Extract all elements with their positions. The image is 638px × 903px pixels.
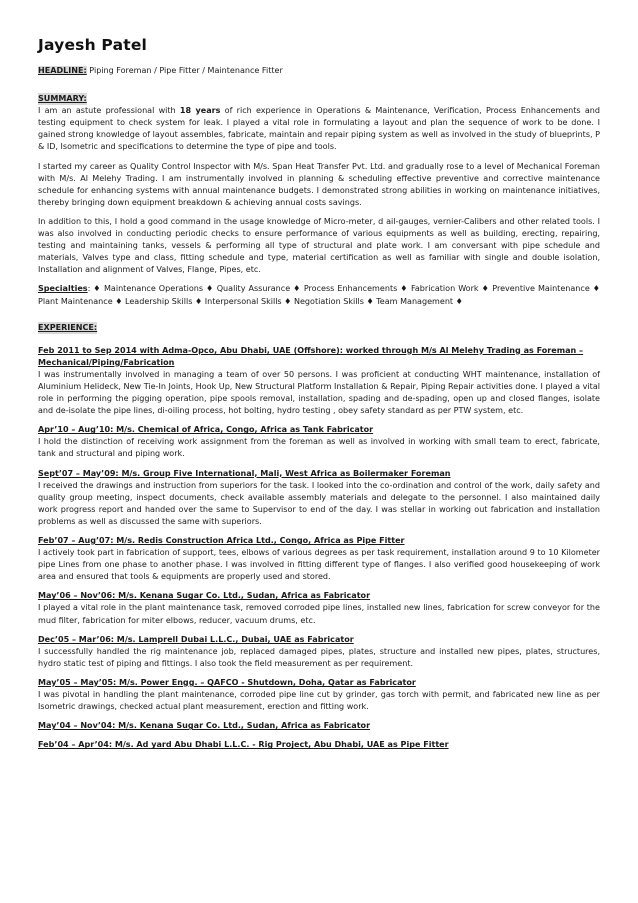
- job-title: Sept’07 – May’09: M/s. Group Five International, Mali, West Africa as Boilermaker Foreman: [38, 468, 451, 478]
- job-title: Feb’07 – Aug’07: M/s. Redis Construction Africa Ltd., Congo, Africa as Pipe Fitter: [38, 536, 405, 545]
- summary-paragraph-1: [38, 105, 600, 153]
- summary-heading: SUMMARY:: [38, 93, 87, 105]
- job-title: Feb’04 – Apr’04: M/s. Ad yard Abu Dhabi L.L.C. - Rig Project, Abu Dhabi, UAE as Pipe Fitter: [38, 740, 449, 750]
- job-description: I hold the distinction of receiving work assignment from the foreman as well as involved in working with small team to erect, fabricate, tank and structural and piping work.: [38, 437, 600, 459]
- job-description: I played a vital role in the plant maintenance task, removed corroded pipe lines, installed new lines, fabrication for screw conveyor for the mud filter, fabrication for miter elbows, reducer, vacuum drums, etc.: [38, 603, 600, 625]
- summary-paragraph-3: In addition to this, I hold a good command in the usage knowledge of Micro-meter, d ail-gauges, vernier-Calibers and other related tools. I was also involved in conducting periodic checks to ensure performance of various equipments as well as building, erecting, repairing, testing and maintaining tanks, vessels & performing all type of structural and plate work. I am conversant with pipe schedule and materials, Valves type and class, fitting schedule and type, material certification as well as familiar with single and double isolation, Installation and alignment of Valves, Flange, Pipes, etc.: [38, 216, 600, 275]
- headline: [38, 65, 600, 77]
- job-description: I was instrumentally involved in managing a team of over 50 persons. I was proficient at conducting WHT maintenance, installation of Aluminium Helideck, New Tie-In Joints, Hook Up, New Structural Platform Installation & Repair, Piping Repair activities done. I played a vital role in performing the pigging operation, pipe spools removal, installation, spading and de-spading, open up and closed flanges, isolate and de-isolate the pipe lines, di-oiling process, hot bolting, hydro testing , obey safety standard as per PTW system, etc.: [38, 369, 600, 416]
- job-description: I was pivotal in handling the plant maintenance, corroded pipe line cut by grinder, gas torch with permit, and fabricated new line as per Isometric drawings, checked actual plant measurement, erection and fitting work.: [38, 690, 600, 712]
- specialties-text: : ♦ Maintenance Operations ♦ Quality Assurance ♦ Process Enhancements ♦ Fabrication Work ♦ Preventive Maintenance ♦ Plant Maintenance ♦ Leadership Skills ♦ Interpersonal Skills ♦ Negotiation Skills ♦ Team Management ♦: [38, 284, 600, 306]
- summary-p1-text: I am an astute professional with: [38, 106, 180, 116]
- job-title: May’06 – Nov’06: M/s. Kenana Sugar Co. Ltd., Sudan, Africa as Fabricator: [38, 591, 371, 601]
- job-title: Apr’10 – Aug’10: M/s. Chemical of Africa, Congo, Africa as Tank Fabricator: [38, 425, 374, 435]
- headline-label: HEADLINE:: [38, 66, 87, 75]
- job-description: I successfully handled the rig maintenance job, replaced damaged pipes, plates, structure and installed new pipes, plates, structures, hydro static test of piping and fittings. I also took the field measurement as per requirement.: [38, 646, 600, 668]
- summary-p1-text-rest: of rich experience in Operations & Maintenance, Verification, Process Enhancements and testing equipment to check system for leak. I played a vital role in formulating a layout and plan the sequence of work to be done. I gained strong knowledge of layout assembles, fabricate, maintain and repair piping system as well as involved in the study of blueprints, P & ID, Isometric and specifications to determine the type of pipe and tools.: [38, 106, 600, 152]
- experience-heading: EXPERIENCE:: [38, 322, 97, 334]
- specialties-label: Specialties: [38, 284, 88, 294]
- job-title: Dec’05 – Mar’06: M/s. Lamprell Dubai L.L.C., Dubai, UAE as Fabricator: [38, 634, 354, 644]
- job-description: I received the drawings and instruction from superiors for the task. I looked into the co-ordination and control of the work, daily safety and quality group meeting, inspect documents, check available assembly materials and delegate to the personnel. I also maintained daily work progress report and handed over the same to Supervisor to end of the day. I was stellar in working out fabrication and installation problems as well as discussed the same with superiors.: [38, 480, 600, 526]
- job-title: May’05 – May’05: M/s. Power Engg. – QAFCO - Shutdown, Doha, Qatar as Fabricator: [38, 677, 416, 687]
- specialties: [38, 283, 600, 307]
- job-title: Feb 2011 to Sep 2014 with Adma-Opco, Abu Dhabi, UAE (Offshore): worked through M/s Al Melehy Trading as Foreman – Mechanical/Piping/Fabrication: [38, 345, 584, 367]
- job-title: May’04 – Nov’04: M/s. Kenana Sugar Co. Ltd., Sudan, Africa as Fabricator: [38, 721, 371, 731]
- job-description: I actively took part in fabrication of support, tees, elbows of various degrees as per task requirement, installation around 9 to 10 Kilometer pipe Lines from one phase to another phase. I was involved in fitting different type of flanges. I also verified good housekeeping of work area and ensured that tools & equipments are properly used and stored.: [38, 548, 600, 582]
- resume-page: [38, 36, 600, 751]
- years-highlight: 18 years: [179, 106, 221, 116]
- candidate-name: Jayesh Patel: [38, 36, 148, 54]
- experience-section: [38, 315, 600, 752]
- summary-section: [38, 86, 600, 276]
- headline-text: Piping Foreman / Pipe Fitter / Maintenance Fitter: [86, 66, 283, 75]
- summary-paragraph-2: I started my career as Quality Control Inspector with M/s. Span Heat Transfer Pvt. Ltd. and gradually rose to a level of Mechanical Foreman with M/s. Al Melehy Trading. I am instrumentally involved in planning & scheduling effective preventive and corrective maintenance schedule for enhancing systems with annual maintenance budgets. I demonstrated strong abilities in working on maintenance initiatives, thereby bringing down equipment breakdown & achieving annual costs savings.: [38, 161, 600, 207]
